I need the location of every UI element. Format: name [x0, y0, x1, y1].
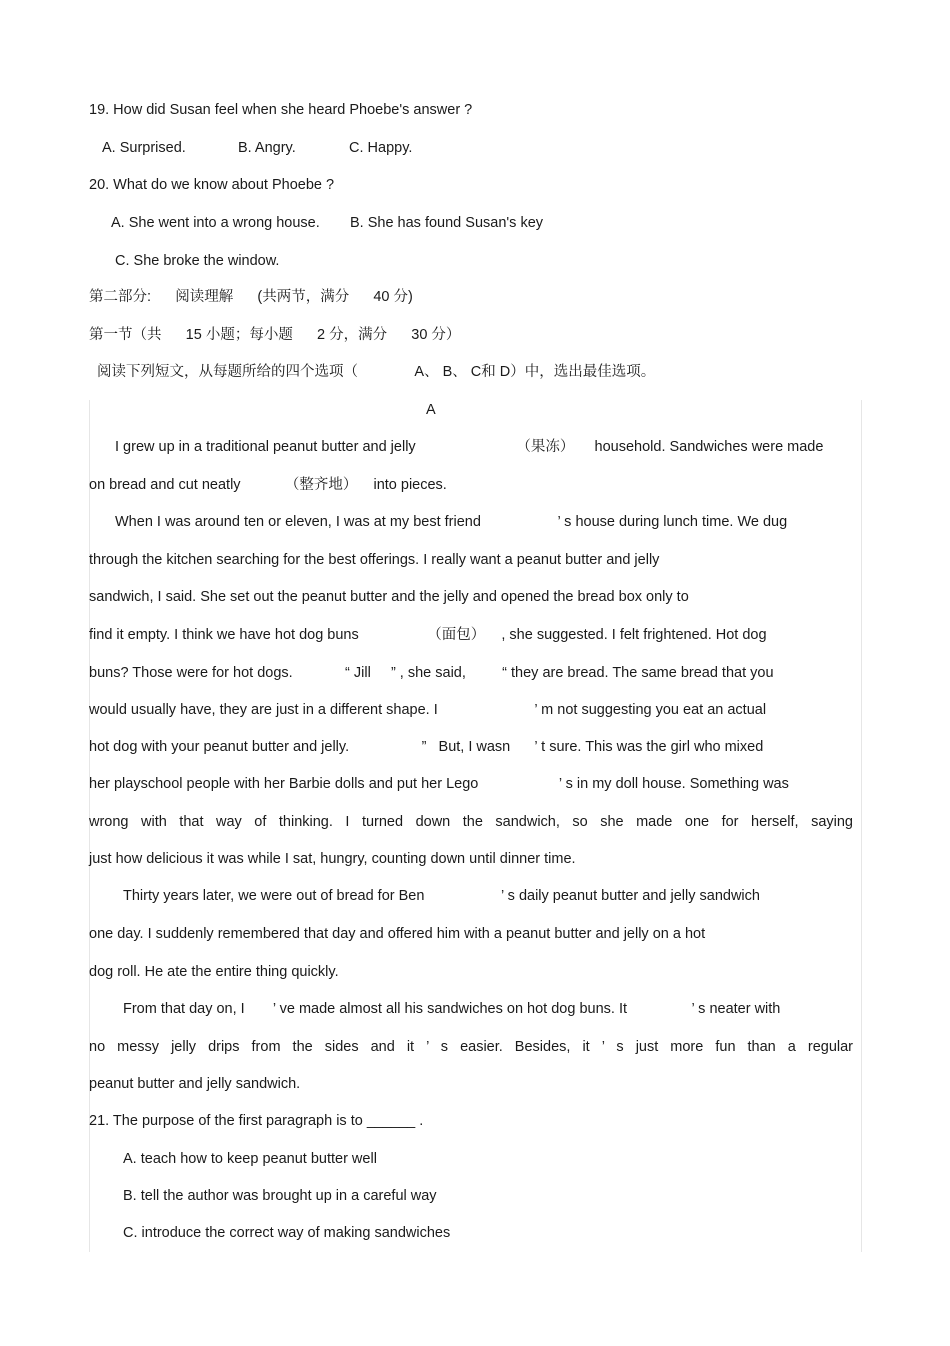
passage-line: hot dog with your peanut butter and jelly. ” But, I wasn ’ t sure. This was the girl who mixed: [89, 739, 764, 755]
q21-question: 21. The purpose of the first paragraph is to ______ .: [89, 1113, 424, 1129]
reading-instruction: 阅读下列短文，从每题所给的四个选项（ A、 B、 C和 D）中，选出最佳选项。: [97, 364, 656, 380]
passage-line: Thirty years later, we were out of bread for Ben ’ s daily peanut butter and jelly sandwich: [123, 888, 760, 904]
passage-line: I grew up in a traditional peanut butter and jelly （果冻） household. Sandwiches were made: [115, 439, 824, 455]
passage-line: through the kitchen searching for the best offerings. I really want a peanut butter and jelly: [89, 552, 660, 568]
q21-option-c: C. introduce the correct way of making sandwiches: [123, 1225, 451, 1241]
passage-title: A: [426, 402, 436, 418]
q19-question: 19. How did Susan feel when she heard Phoebe's answer ?: [89, 102, 473, 118]
q20-option-b: B. She has found Susan's key: [350, 215, 544, 231]
passage-line: find it empty. I think we have hot dog buns （面包） , she suggested. I felt frightened. Hot dog: [89, 627, 767, 643]
passage-line: on bread and cut neatly （整齐地） into pieces.: [89, 477, 447, 493]
q20-option-c: C. She broke the window.: [115, 253, 280, 269]
passage-line: dog roll. He ate the entire thing quickly.: [89, 964, 339, 980]
q20-option-a: A. She went into a wrong house.: [111, 215, 320, 231]
passage-line: buns? Those were for hot dogs. “ Jill ” , she said, “ they are bread. The same bread that you: [89, 665, 774, 681]
passage-line: her playschool people with her Barbie dolls and put her Lego ’ s in my doll house. Something was: [89, 776, 789, 792]
passage-line: From that day on, I ’ ve made almost all his sandwiches on hot dog buns. It ’ s neater with: [123, 1001, 781, 1017]
q21-option-a: A. teach how to keep peanut butter well: [123, 1151, 377, 1167]
q19-option-b: B. Angry.: [238, 140, 296, 156]
q21-option-b: B. tell the author was brought up in a careful way: [123, 1188, 437, 1204]
q19-option-c: C. Happy.: [349, 140, 413, 156]
passage-line: one day. I suddenly remembered that day and offered him with a peanut butter and jelly on a hot: [89, 926, 706, 942]
passage-line: wrong with that way of thinking. I turned down the sandwich, so she made one for herself, saying: [89, 814, 853, 830]
passage-line: just how delicious it was while I sat, hungry, counting down until dinner time.: [89, 851, 576, 867]
passage-line: would usually have, they are just in a different shape. I ’ m not suggesting you eat an actual: [89, 702, 767, 718]
q20-question: 20. What do we know about Phoebe ?: [89, 177, 335, 193]
passage-line: peanut butter and jelly sandwich.: [89, 1076, 301, 1092]
passage-line: sandwich, I said. She set out the peanut butter and the jelly and opened the bread box only to: [89, 589, 689, 605]
passage-line: When I was around ten or eleven, I was at my best friend ’ s house during lunch time. We dug: [115, 514, 788, 530]
section-1-heading: 第一节（共 15 小题；每小题 2 分，满分 30 分）: [89, 327, 461, 343]
section-part2-heading: 第二部分: 阅读理解 (共两节，满分 40 分): [89, 289, 413, 305]
q19-option-a: A. Surprised.: [102, 140, 186, 156]
passage-line: no messy jelly drips from the sides and it ’ s easier. Besides, it ’ s just more fun than a regular: [89, 1039, 853, 1055]
